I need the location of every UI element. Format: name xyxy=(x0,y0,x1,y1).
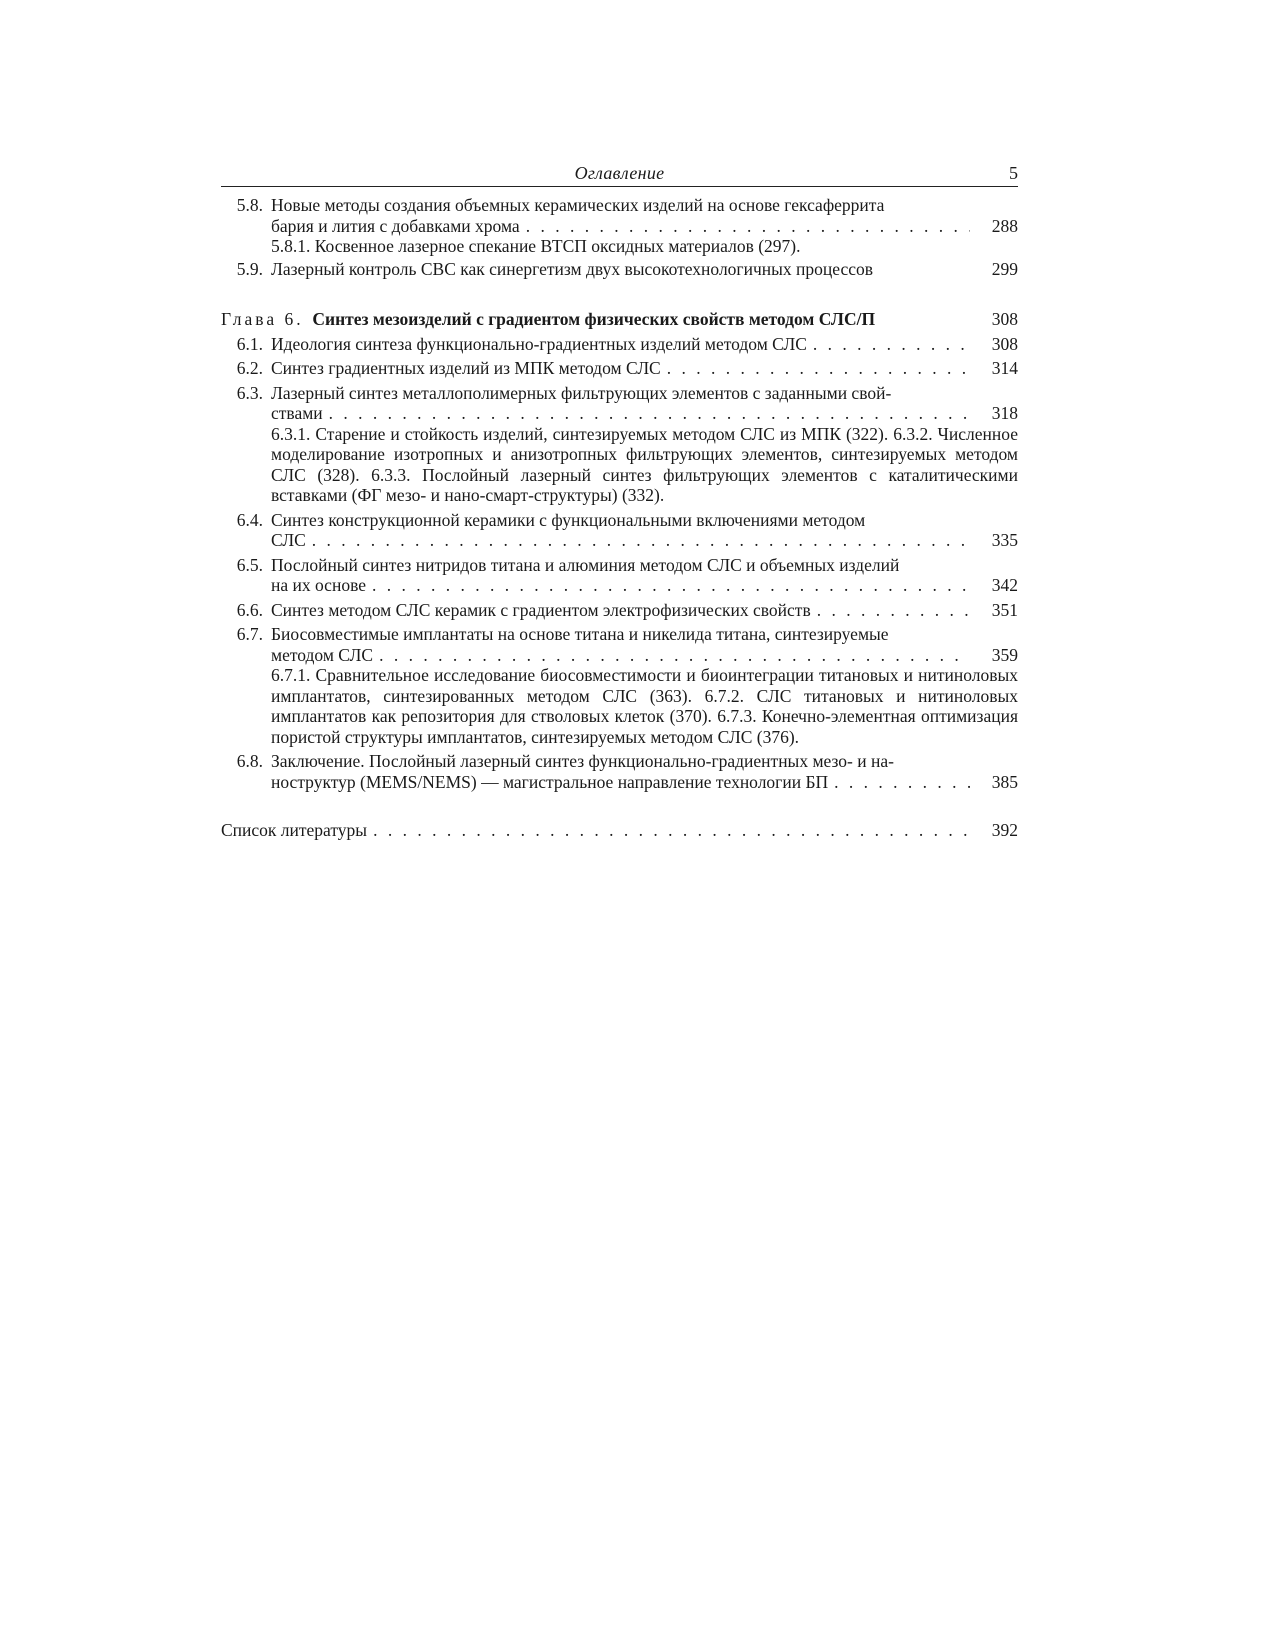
entry-page: 335 xyxy=(991,530,1018,550)
chapter-title: Синтез мезоизделий с градиентом физических свойств методом СЛС/П xyxy=(312,309,876,329)
leader-dots xyxy=(329,403,970,424)
subsections-5-8: 5.8.1. Косвенное лазерное спекание ВТСП оксидных материалов (297). xyxy=(271,236,801,256)
leader-dots xyxy=(526,216,970,237)
entry-page: 342 xyxy=(991,575,1018,595)
entry-number: 6.3. xyxy=(236,382,263,403)
toc-entry-references[interactable] xyxy=(221,820,1018,841)
entry-page: 385 xyxy=(991,771,1018,792)
entry-page: 351 xyxy=(991,599,1018,620)
leader-dots xyxy=(667,358,970,379)
toc-page xyxy=(221,160,1018,841)
entry-title-end: СЛС xyxy=(271,530,306,550)
entry-title: Синтез конструкционной керамики с функциональными включениями методом xyxy=(271,509,866,530)
entry-title: Послойный синтез нитридов титана и алюминия методом СЛС и объемных изделий xyxy=(271,554,900,575)
toc-entry-6-1[interactable] xyxy=(221,334,1018,355)
entry-page: 359 xyxy=(991,644,1018,665)
toc-entry-5-8[interactable] xyxy=(221,195,1018,236)
chapter-label: Глава 6. xyxy=(221,309,304,329)
toc-entry-5-9[interactable] xyxy=(221,259,1018,280)
table-of-contents xyxy=(221,195,1018,841)
entry-number: 5.9. xyxy=(236,258,263,279)
entry-number: 5.8. xyxy=(236,195,263,215)
entry-page: 318 xyxy=(991,403,1018,423)
entry-page: 308 xyxy=(991,333,1018,354)
leader-dots xyxy=(379,645,970,666)
entry-title: Лазерный синтез металлополимерных фильтрующих элементов с заданными свой- xyxy=(271,382,892,403)
leader-dots xyxy=(372,575,970,596)
running-header xyxy=(221,160,1018,187)
leader-dots xyxy=(312,530,970,551)
entry-number: 6.1. xyxy=(236,333,263,354)
subsections-6-7: 6.7.1. Сравнительное исследование биосовместимости и биоинтеграции титановых и нитиноловых имплантатов, синтезированных методом СЛС (363). 6.7.2. СЛС титановых и нитиноловых имплантатов как репозитория для стволовых клеток (370). 6.7.3. Конечно-элементная оптимизация пористой структуры имплантатов, синтезируемых методом СЛС (376). xyxy=(271,665,1018,747)
entry-page: 314 xyxy=(991,358,1018,378)
entry-number: 6.2. xyxy=(236,358,263,378)
toc-entry-6-8[interactable] xyxy=(221,751,1018,792)
entry-title-end: методом СЛС xyxy=(271,644,374,665)
entry-title: Новые методы создания объемных керамических изделий на основе гексаферрита xyxy=(271,195,885,215)
entry-title-end: бария и лития с добавками хрома xyxy=(271,215,520,236)
entry-title: Заключение. Послойный лазерный синтез функционально-градиентных мезо- и на- xyxy=(271,751,894,771)
entry-title: Идеология синтеза функционально-градиентных изделий методом СЛС xyxy=(271,333,807,354)
leader-dots xyxy=(373,820,970,841)
leader-dots xyxy=(813,334,970,355)
entry-number: 6.4. xyxy=(236,509,263,530)
entry-number: 6.6. xyxy=(236,599,263,620)
entry-number: 6.7. xyxy=(236,624,263,644)
entry-page: 288 xyxy=(991,215,1018,236)
toc-entry-6-3[interactable] xyxy=(221,383,1018,424)
entry-page: 299 xyxy=(991,258,1018,279)
toc-entry-6-2[interactable] xyxy=(221,358,1018,379)
references-page: 392 xyxy=(991,820,1018,840)
chapter-page: 308 xyxy=(991,309,1018,329)
toc-entry-6-5[interactable] xyxy=(221,555,1018,596)
entry-title: Лазерный контроль СВС как синергетизм двух высокотехнологичных процессов xyxy=(271,258,873,279)
header-page-number: 5 xyxy=(1009,163,1018,183)
entry-title: Синтез методом СЛС керамик с градиентом электрофизических свойств xyxy=(271,599,811,620)
subsections-6-3: 6.3.1. Старение и стойкость изделий, синтезируемых методом СЛС из МПК (322). 6.3.2. Численное моделирование изотропных и анизотропных фильтрующих элементов, синтезируемых методом СЛС (328). 6.3.3. Послойный лазерный синтез фильтрующих элементов с каталитическими вставками (ФГ мезо- и нано-смарт-структуры) (332). xyxy=(271,423,1018,505)
entry-title: Синтез градиентных изделий из МПК методом СЛС xyxy=(271,358,661,378)
entry-number: 6.5. xyxy=(236,554,263,575)
references-label: Список литературы xyxy=(221,820,368,840)
toc-chapter-6[interactable] xyxy=(221,309,1018,330)
toc-entry-6-6[interactable] xyxy=(221,600,1018,621)
header-title: Оглавление xyxy=(574,163,665,183)
entry-title-end: ноструктур (MEMS/NEMS) — магистральное направление технологии БП xyxy=(271,771,829,792)
entry-number: 6.8. xyxy=(236,751,263,771)
leader-dots xyxy=(817,600,970,621)
toc-entry-6-4[interactable] xyxy=(221,510,1018,551)
leader-dots xyxy=(834,772,970,793)
entry-title-end: ствами xyxy=(271,403,323,423)
entry-title-end: на их основе xyxy=(271,575,366,595)
toc-entry-6-7[interactable] xyxy=(221,624,1018,665)
entry-title: Биосовместимые имплантаты на основе титана и никелида титана, синтезируемые xyxy=(271,624,889,644)
